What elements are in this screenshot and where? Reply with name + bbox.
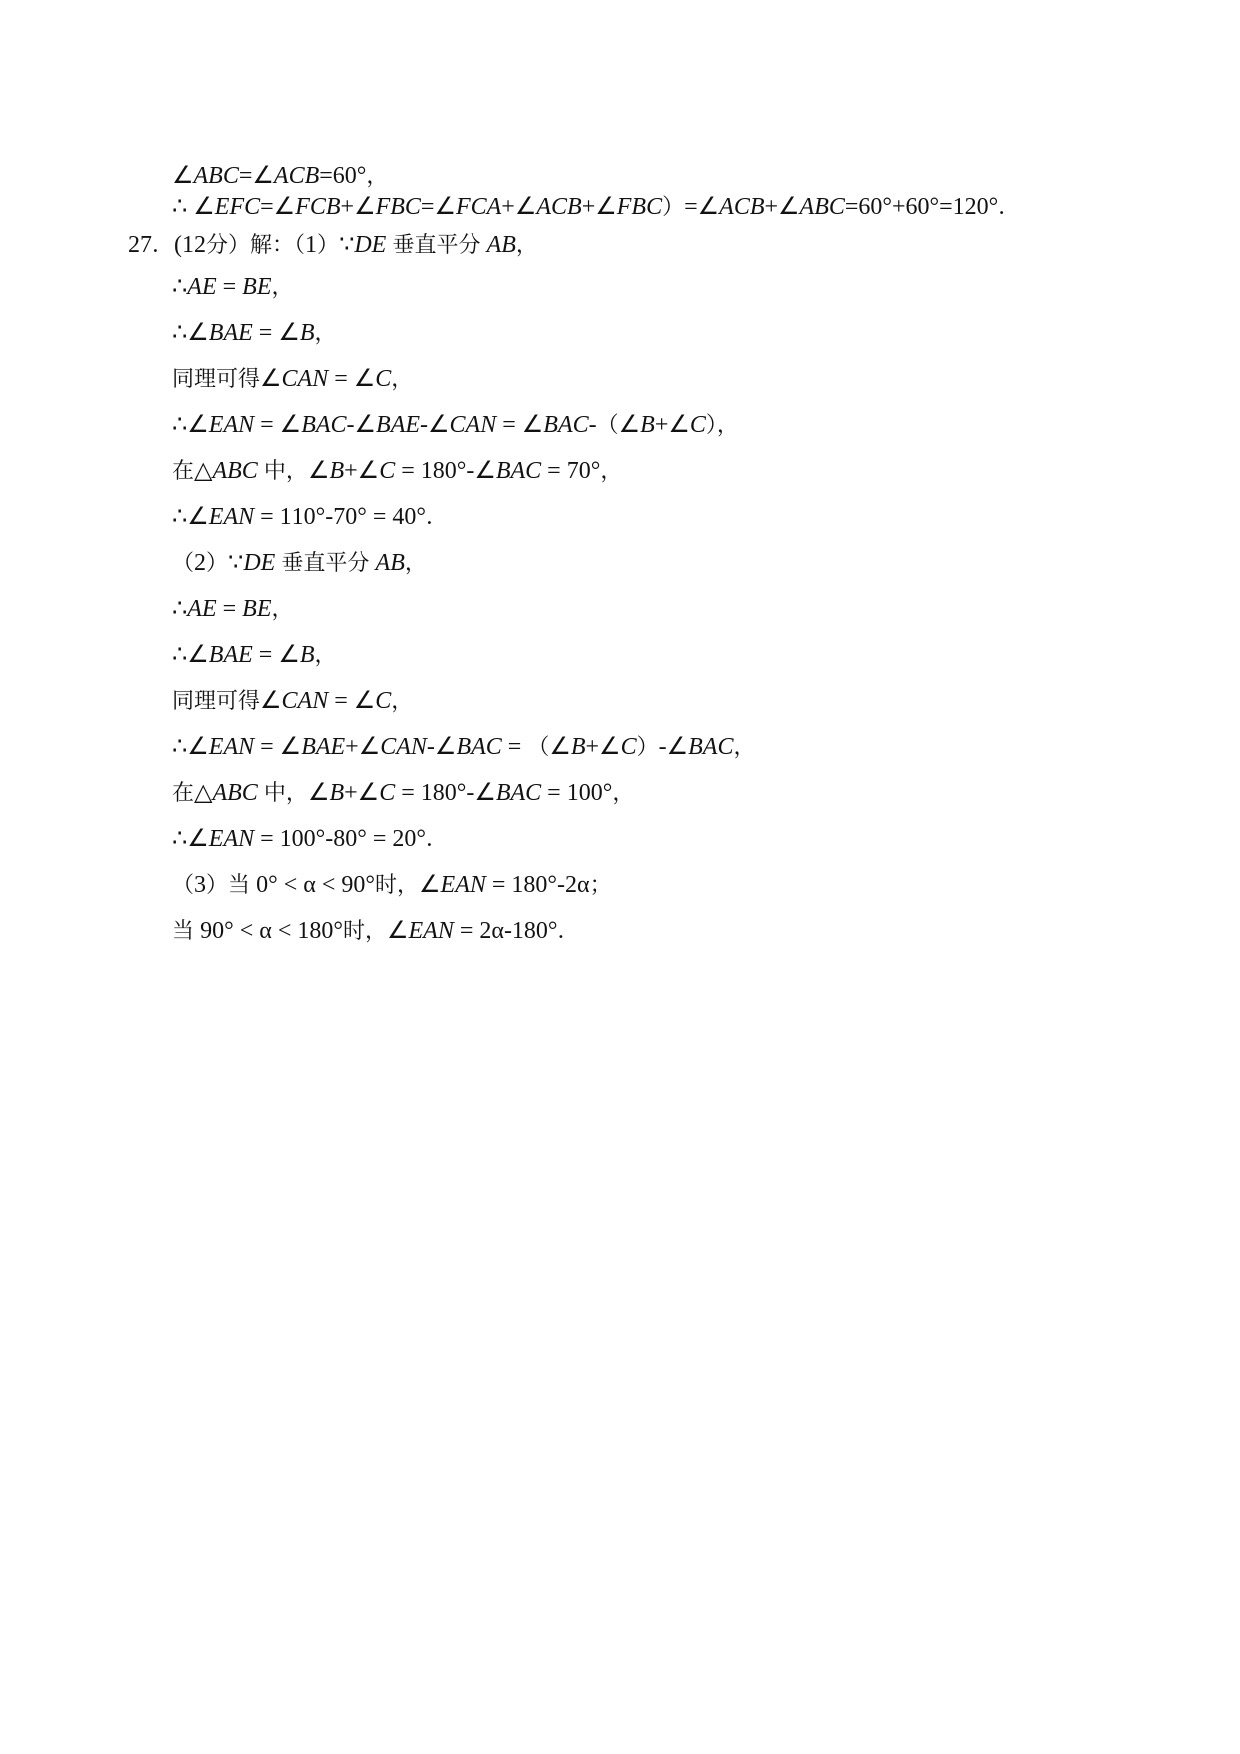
text-segment: ∴∠ [172,504,209,530]
text-segment: B [299,642,315,668]
text-segment: 中， [257,458,308,483]
text-segment: - [588,412,597,438]
text-segment: 27 [128,232,152,258]
text-segment: EAN [408,918,454,944]
text-segment: 同理可得 [172,366,261,391]
text-segment: 当 [172,918,201,943]
text-segment: ∠ [514,194,537,220]
text-segment: = 100°-80° = 20° [254,826,426,852]
text-segment: C [620,734,637,760]
text-segment: = ∠ [328,688,376,714]
text-segment: = 2α-180° [453,918,558,944]
text-segment: = [260,194,274,220]
text-segment: EFC [214,194,261,220]
text-segment: ∠ [434,194,456,220]
text-segment: = 180°-∠ [395,780,496,806]
text-segment: ， [314,642,337,667]
text-segment: ） [662,194,685,219]
text-segment: 1 [305,232,318,258]
text-segment: ； [589,872,612,897]
part1-ean-expansion-line [172,412,1240,438]
text-segment: CAN [281,688,329,714]
text-segment: ， [271,274,294,299]
text-segment: 时， [342,918,387,943]
text-segment: BAC [495,780,542,806]
text-segment: AB [486,232,516,258]
text-segment: ∠ [354,194,376,220]
document-lines [0,163,1240,944]
text-segment: ， [271,596,294,621]
text-segment: ∠ [697,194,720,220]
part2-triangle-sum-line [172,780,1240,806]
text-segment: AE [187,274,217,300]
part2-result-line [172,826,1240,852]
text-segment: ∴∠ [172,826,209,852]
text-segment: BAE [301,734,346,760]
text-segment: 垂直平分 [275,550,376,575]
problem-27-header-line [128,232,1240,258]
text-segment: AB [375,550,405,576]
text-segment: ， [716,412,739,437]
text-segment: B [570,734,586,760]
part2-ae-be-line [172,596,1240,622]
text-segment: ACB [273,163,320,189]
text-segment: = 110°-70° = 40° [254,504,426,530]
text-segment: ∴∠ [172,412,209,438]
text-segment: 在 [172,458,195,483]
text-segment: 0° < α < 90° [256,872,375,898]
text-segment: =60°+60°=120° [844,194,999,220]
text-segment: ∠ [549,734,571,760]
text-segment: B [640,412,655,438]
text-segment: ． [557,918,580,943]
text-segment: ABC [212,780,258,806]
text-segment: 解：（ [250,232,306,257]
text-segment: DE [354,232,387,258]
text-segment: -∠ [426,734,457,760]
text-segment: + [764,194,779,220]
text-segment: ∴ [172,274,188,300]
text-segment: BAC [301,412,347,438]
text-segment: ， [515,232,538,257]
text-segment: ACB [536,194,582,220]
text-segment: ． [152,232,175,257]
text-segment: ） [317,232,340,257]
text-segment: ∴ [172,194,194,220]
text-segment: EAN [208,734,255,760]
text-segment: ∠ [778,194,800,220]
text-segment: ∠ [260,366,282,392]
text-segment: = ∠ [496,412,544,438]
text-segment: 垂直平分 [386,232,487,257]
text-segment: ） [206,550,229,575]
text-segment: （ [172,550,195,575]
text-segment: FBC [375,194,421,220]
text-segment: △ [194,780,213,806]
text-segment: ∠ [307,458,330,484]
text-segment: DE [243,550,276,576]
text-segment: EAN [208,504,255,530]
text-segment: -∠ [420,412,450,438]
text-segment: 在 [172,780,195,805]
text-segment: + [340,194,355,220]
text-segment: ∠ [260,688,282,714]
text-segment: ） [705,412,717,437]
part2-ean-expansion-line [172,734,1240,760]
text-segment: = [238,163,253,189]
text-segment: EAN [208,412,255,438]
text-segment: ∵ [228,550,244,576]
text-segment: = 70° [541,458,601,484]
text-segment: ACB [719,194,765,220]
prev-proof-conclusion-line [172,194,1240,220]
text-segment: +∠ [344,458,380,484]
text-segment: FBC [616,194,663,220]
text-segment: FCA [455,194,502,220]
text-segment: ∠ [618,412,641,438]
text-segment: BE [242,596,272,622]
part3-case1-line [172,872,1240,898]
text-segment: ∠ [172,163,194,189]
text-segment: = [420,194,435,220]
text-segment: ∠ [273,194,296,220]
part3-case2-line [172,918,1240,944]
text-segment: BAE [208,320,253,346]
text-segment: = 180°-2α [485,872,590,898]
text-segment: + [581,194,596,220]
text-segment: = ∠ [254,734,302,760]
text-segment: +∠ [585,734,621,760]
text-segment: （ [527,734,550,759]
text-segment: ∠ [595,194,617,220]
text-segment: ∠ [419,872,441,898]
text-segment: ABC [212,458,258,484]
text-segment: 90° < α < 180° [200,918,343,944]
text-segment: FCB [295,194,341,220]
text-segment: (12 [174,232,207,258]
text-segment: ∴ [172,596,188,622]
text-segment: BAE [376,412,421,438]
part1-triangle-sum-line [172,458,1240,484]
text-segment: CAN [380,734,427,760]
text-segment: =60° [319,163,367,189]
text-segment: BAC [543,412,589,438]
text-segment: 分） [206,232,251,257]
text-segment: ． [425,826,448,851]
text-segment: 中， [257,780,308,805]
text-segment: BAC [456,734,502,760]
text-segment: ∴∠ [172,320,209,346]
text-segment: BAC [688,734,734,760]
text-segment: -∠ [658,734,689,760]
text-segment: ABC [193,163,239,189]
text-segment: ， [733,734,756,759]
text-segment: 3 [194,872,207,898]
text-segment: = [501,734,528,760]
text-segment: = ∠ [252,642,300,668]
text-segment: EAN [208,826,255,852]
text-segment: BE [242,274,272,300]
text-segment: B [329,458,345,484]
part1-can-c-line [172,366,1240,392]
text-segment: 2 [194,550,207,576]
text-segment: = ∠ [328,366,376,392]
text-segment: CAN [449,412,497,438]
text-segment: +∠ [345,734,381,760]
text-segment: C [375,688,392,714]
text-segment: ， [612,780,635,805]
part2-bae-b-line [172,642,1240,668]
text-segment: C [689,412,706,438]
text-segment: ABC [799,194,845,220]
text-segment: ∴∠ [172,642,209,668]
text-segment: = 180°-∠ [395,458,496,484]
text-segment: ∠ [386,918,409,944]
text-segment: C [375,366,392,392]
text-segment: C [379,780,396,806]
text-segment: （ [172,872,195,897]
text-segment: ） [206,872,229,897]
part1-result-line [172,504,1240,530]
text-segment: = ∠ [254,412,302,438]
text-segment: ， [404,550,427,575]
text-segment: = 100° [541,780,613,806]
text-segment: CAN [281,366,329,392]
text-segment: △ [194,458,213,484]
text-segment: BAC [495,458,542,484]
text-segment: ∴∠ [172,734,209,760]
text-segment: ， [600,458,623,483]
text-segment: +∠ [654,412,690,438]
text-segment: + [501,194,515,220]
text-segment: BAE [208,642,253,668]
text-segment: = [216,274,243,300]
text-segment: = [216,596,243,622]
text-segment: ， [366,163,389,188]
text-segment: EAN [440,872,486,898]
part2-header-line [172,550,1240,576]
text-segment: = ∠ [252,320,300,346]
text-segment: ∠ [307,780,330,806]
text-segment: = [684,194,698,220]
text-segment: B [299,320,315,346]
text-segment: AE [187,596,217,622]
text-segment: +∠ [344,780,380,806]
part2-can-c-line [172,688,1240,714]
text-segment: 当 [228,872,257,897]
part1-bae-b-line [172,320,1240,346]
text-segment: ， [314,320,337,345]
text-segment: 同理可得 [172,688,261,713]
text-segment: ∠ [193,194,215,220]
text-segment: ∠ [252,163,274,189]
text-segment: -∠ [346,412,377,438]
text-segment: 时， [375,872,420,897]
text-segment: ． [998,194,1021,219]
text-segment: C [379,458,396,484]
text-segment: ∵ [339,232,355,258]
text-segment: ， [391,366,414,391]
text-segment: （ [596,412,619,437]
text-segment: ． [425,504,448,529]
text-segment: ， [391,688,414,713]
document-page [0,163,1240,964]
part1-ae-be-line [172,274,1240,300]
text-segment: B [329,780,345,806]
prev-proof-angles-line [172,163,1240,189]
text-segment: ） [636,734,659,759]
